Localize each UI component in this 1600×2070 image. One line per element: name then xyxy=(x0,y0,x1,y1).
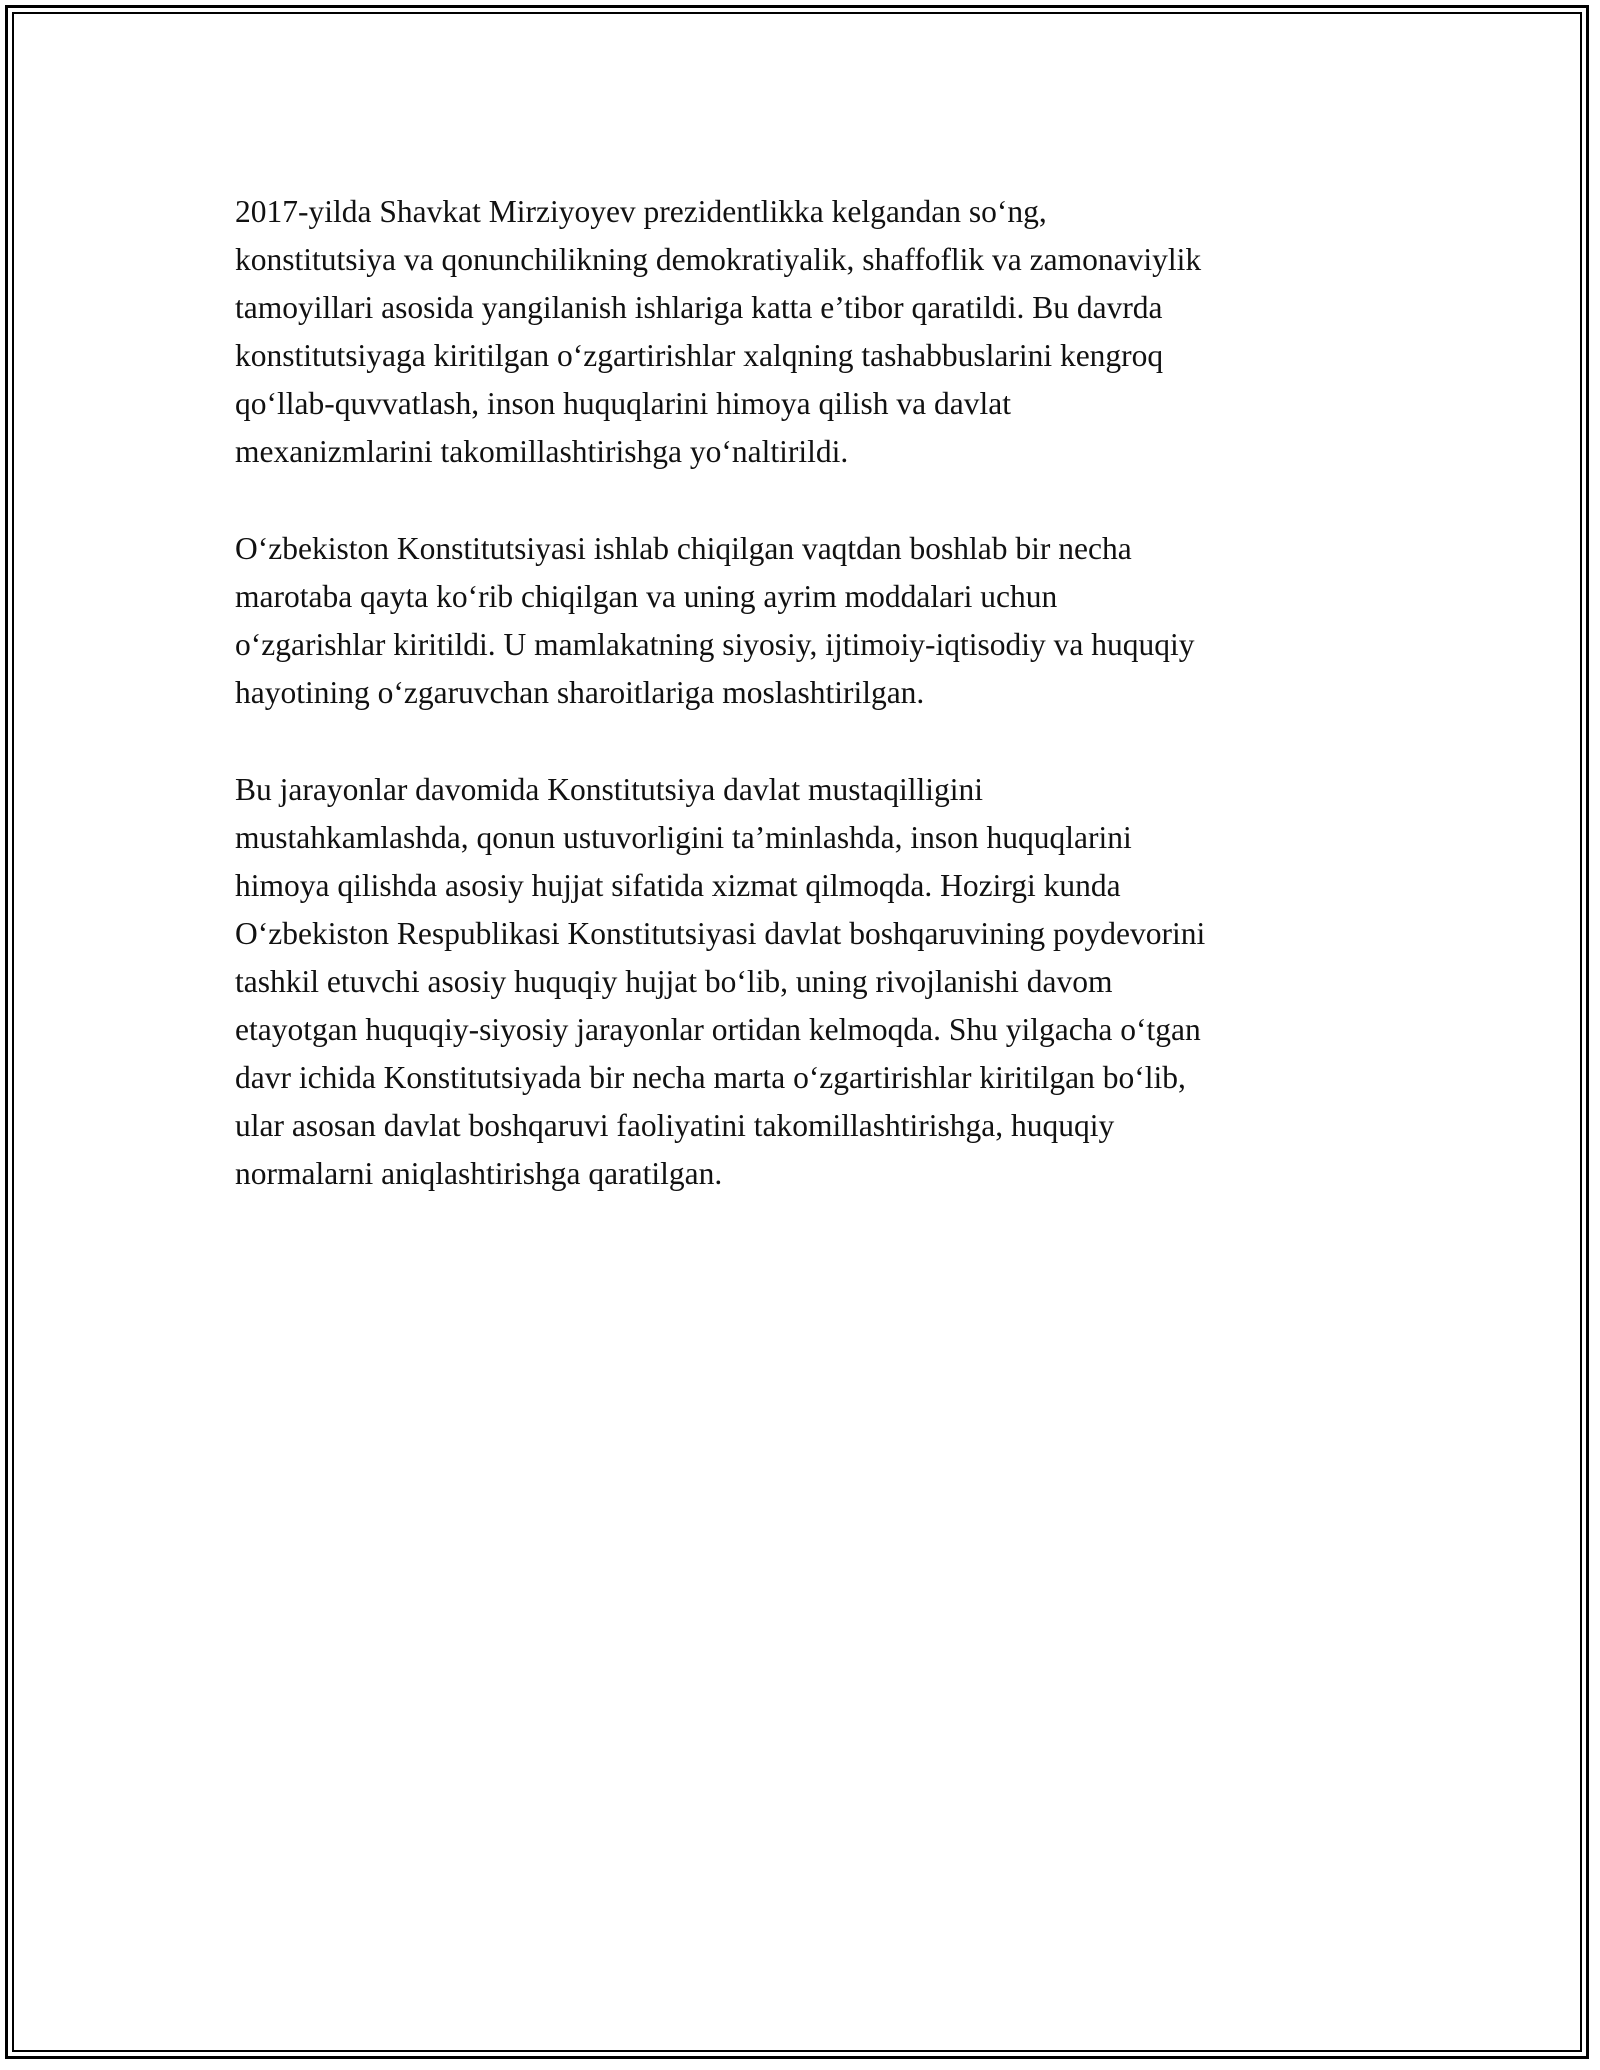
paragraph-3: Bu jarayonlar davomida Konstitutsiya davlat mustaqilligini mustahkamlashda, qonun ustuvorligini ta’minlashda, inson huquqlarini himoya qilishda asosiy hujjat sifatida xizmat qilmoqda. Hozirgi kunda O‘zbekiston Respublikasi Konstitutsiyasi davlat boshqaruvining poydevorini tashkil etuvchi asosiy huquqiy hujjat bo‘lib, uning rivojlanishi davom etayotgan huquqiy-siyosiy jarayonlar ortidan kelmoqda. Shu yilgacha o‘tgan davr ichida Konstitutsiyada bir necha marta o‘zgartirishlar kiritilgan bo‘lib, ular asosan davlat boshqaruvi faoliyatini takomillashtirishga, huquqiy normalarni aniqlashtirishga qaratilgan. xyxy=(235,772,1206,1191)
document-body xyxy=(235,188,1375,1247)
paragraph-2: O‘zbekiston Konstitutsiyasi ishlab chiqilgan vaqtdan boshlab bir necha marotaba qayta ko‘rib chiqilgan va uning ayrim moddalari uchun o‘zgarishlar kiritildi. U mamlakatning siyosiy, ijtimoiy-iqtisodiy va huquqiy hayotining o‘zgaruvchan sharoitlariga moslashtirilgan. xyxy=(235,531,1195,710)
paragraph-1: 2017-yilda Shavkat Mirziyoyev prezidentlikka kelgandan so‘ng, konstitutsiya va qonunchilikning demokratiyalik, shaffoflik va zamonaviylik tamoyillari asosida yangilanish ishlariga katta e’tibor qaratildi. Bu davrda konstitutsiyaga kiritilgan o‘zgartirishlar xalqning tashabbuslarini kengroq qo‘llab-quvvatlash, inson huquqlarini himoya qilish va davlat mexanizmlarini takomillashtirishga yo‘naltirildi. xyxy=(235,194,1202,469)
